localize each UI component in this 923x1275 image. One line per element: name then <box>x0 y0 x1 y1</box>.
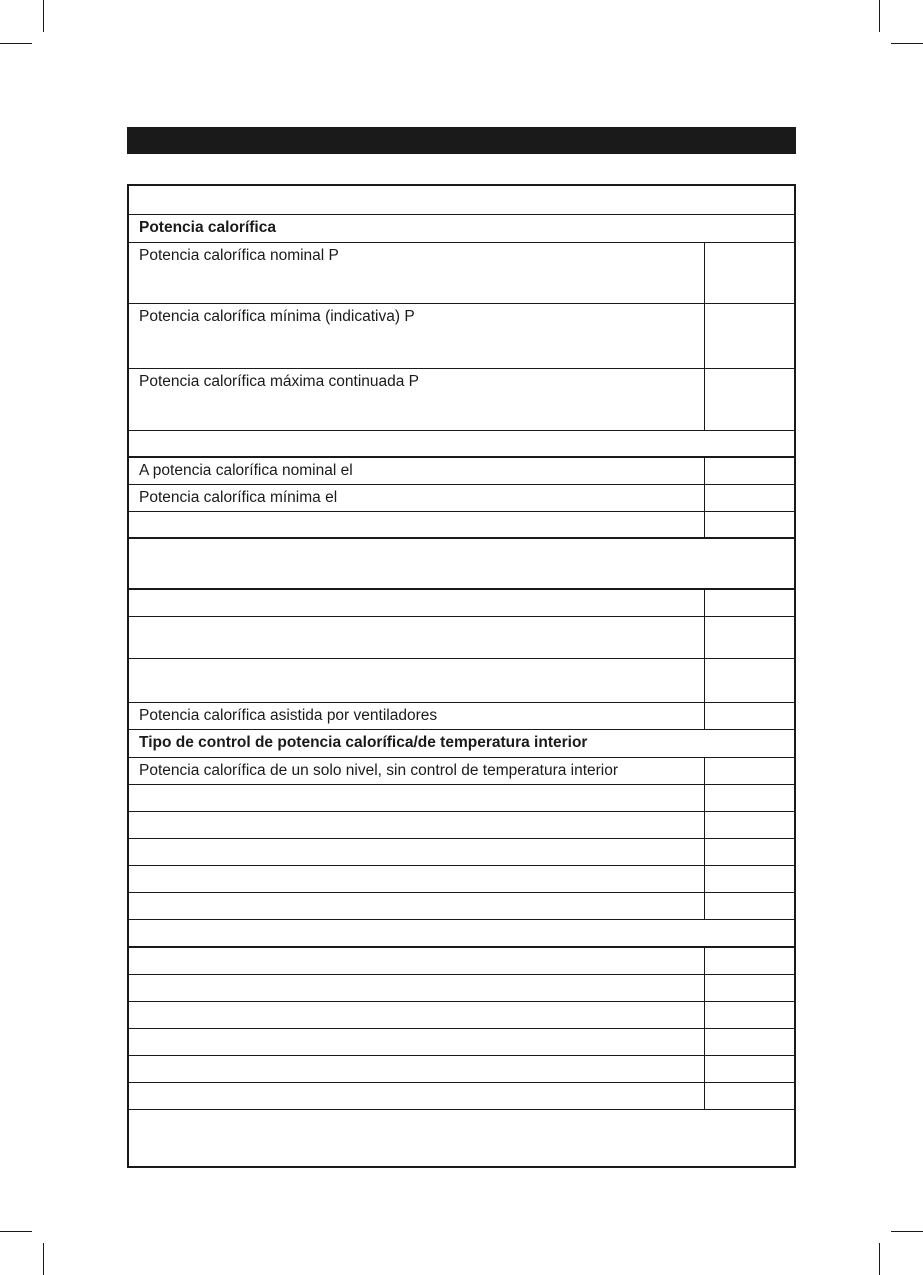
table-row <box>129 703 794 730</box>
value-cell <box>704 893 794 919</box>
row-label: Potencia calorífica mínima (indicativa) P <box>139 308 415 325</box>
row-label: Potencia calorífica mínima el <box>139 489 338 506</box>
table-row <box>129 485 794 512</box>
table-row <box>129 186 794 215</box>
value-cell <box>704 485 794 511</box>
row-label: Potencia calorífica de un solo nivel, sin control de temperatura interior <box>139 762 619 779</box>
table-row <box>129 758 794 785</box>
table-row <box>129 1029 794 1056</box>
table-row <box>129 866 794 893</box>
table-row <box>129 590 794 617</box>
crop-mark-bottom-right-vertical <box>879 1243 880 1275</box>
value-cell <box>704 839 794 865</box>
section-header-bar <box>127 127 796 154</box>
row-label: Potencia calorífica nominal P <box>139 247 339 264</box>
table-row <box>129 812 794 839</box>
table-row <box>129 431 794 458</box>
crop-mark-top-left-vertical <box>43 0 44 32</box>
crop-mark-top-left-horizontal <box>0 43 32 44</box>
table-row <box>129 785 794 812</box>
value-cell <box>704 948 794 974</box>
value-cell <box>704 243 794 303</box>
value-cell <box>704 590 794 616</box>
value-cell <box>704 1083 794 1109</box>
value-cell <box>704 1029 794 1055</box>
value-cell <box>704 369 794 430</box>
value-cell <box>704 1002 794 1028</box>
table-row <box>129 539 794 590</box>
table-row <box>129 1002 794 1029</box>
section-heading: Potencia calorífica <box>139 219 276 236</box>
value-cell <box>704 512 794 537</box>
value-cell <box>704 975 794 1001</box>
row-label: A potencia calorífica nominal el <box>139 462 353 479</box>
table-row <box>129 617 794 659</box>
row-label: Potencia calorífica asistida por ventiladores <box>139 707 438 724</box>
crop-mark-bottom-right-horizontal <box>891 1231 923 1232</box>
table-row <box>129 512 794 539</box>
value-cell <box>704 1056 794 1082</box>
value-cell <box>704 304 794 368</box>
value-cell <box>704 812 794 838</box>
table-row <box>129 893 794 920</box>
table-row <box>129 839 794 866</box>
spec-table <box>127 184 796 1168</box>
value-cell <box>704 758 794 784</box>
row-label: Potencia calorífica máxima continuada P <box>139 373 420 390</box>
value-cell <box>704 785 794 811</box>
table-row <box>129 1083 794 1110</box>
table-row <box>129 975 794 1002</box>
table-row <box>129 1056 794 1083</box>
crop-mark-bottom-left-vertical <box>43 1243 44 1275</box>
table-row <box>129 243 794 304</box>
table-row <box>129 215 794 243</box>
crop-mark-top-right-vertical <box>879 0 880 32</box>
table-row <box>129 730 794 758</box>
crop-mark-top-right-horizontal <box>891 43 923 44</box>
table-row <box>129 659 794 703</box>
table-row <box>129 458 794 485</box>
table-row <box>129 369 794 431</box>
value-cell <box>704 458 794 484</box>
value-cell <box>704 617 794 658</box>
table-row <box>129 304 794 369</box>
table-row <box>129 920 794 948</box>
table-row <box>129 948 794 975</box>
value-cell <box>704 866 794 892</box>
section-heading: Tipo de control de potencia calorífica/de temperatura interior <box>139 734 588 751</box>
table-row <box>129 1110 794 1166</box>
value-cell <box>704 703 794 729</box>
value-cell <box>704 659 794 702</box>
crop-mark-bottom-left-horizontal <box>0 1231 32 1232</box>
